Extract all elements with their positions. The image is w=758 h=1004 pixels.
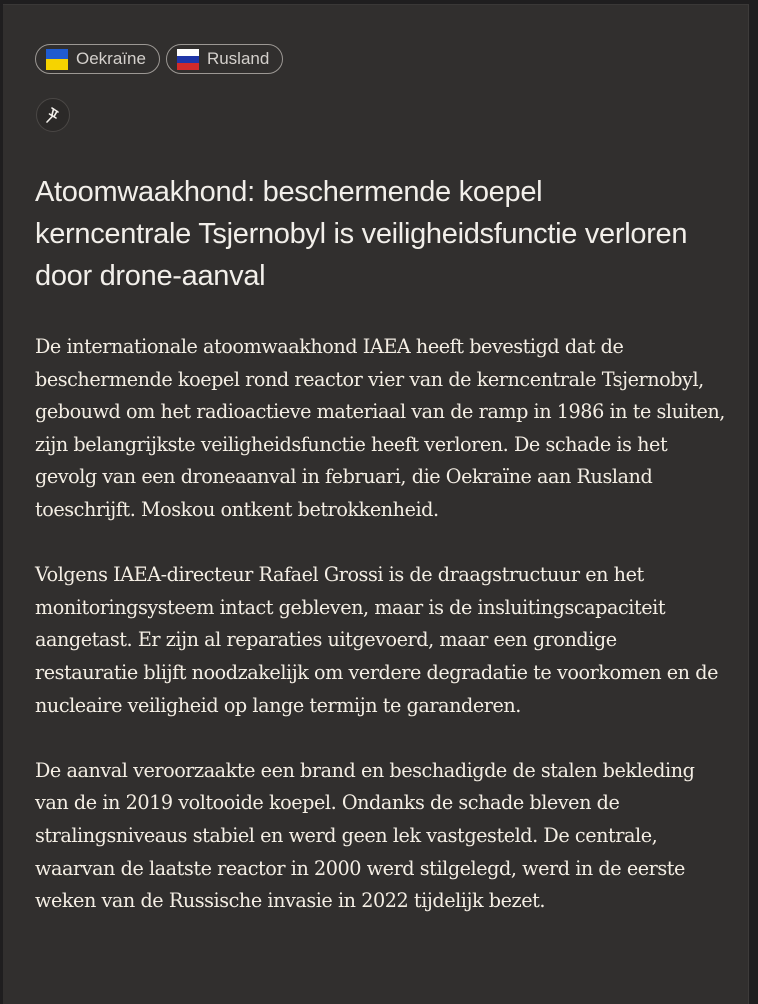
pin-button[interactable] — [36, 98, 70, 132]
article-body — [35, 331, 725, 950]
tag-list — [35, 44, 283, 74]
tag-ukraine[interactable] — [35, 44, 160, 74]
article-card — [3, 4, 749, 1004]
article-paragraph: De internationale atoomwaakhond IAEA heeft bevestigd dat de beschermende koepel rond reactor vier van de kerncentrale Tsjernobyl, gebouwd om het radioactieve materiaal van de ramp in 1986 in te sluiten, zijn belangrijkste veiligheidsfunctie heeft verloren. De schade is het gevolg van een droneaanval in februari, die Oekraïne aan Rusland toeschrijft. Moskou ontkent betrokkenheid. — [35, 335, 725, 521]
ukraine-flag-icon — [46, 49, 68, 70]
tag-label: Rusland — [206, 49, 270, 68]
article-paragraph: De aanval veroorzaakte een brand en beschadigde de stalen bekleding van de in 2019 voltooide koepel. Ondanks de schade bleven de stralingsniveaus stabiel en werd geen lek vastgesteld. De centrale, waarvan de laatste reactor in 2000 werd stilgelegd, werd in de eerste weken van de Russische invasie in 2022 tijdelijk bezet. — [35, 758, 695, 913]
article-paragraph: Volgens IAEA-directeur Rafael Grossi is de draagstructuur en het monitoringsysteem intact gebleven, maar is de insluitingscapaciteit aangetast. Er zijn al reparaties uitgevoerd, maar een grondige restauratie blijft noodzakelijk om verdere degradatie te voorkomen en de nucleaire veiligheid op lange termijn te garanderen. — [35, 563, 718, 717]
tag-russia[interactable] — [166, 44, 283, 74]
russia-flag-icon — [177, 49, 199, 70]
tag-label: Oekraïne — [76, 49, 146, 68]
pin-icon — [44, 106, 62, 124]
article-title: Atoomwaakhond: beschermende koepel kerncentrale Tsjernobyl is veiligheidsfunctie verloren door drone-aanval — [35, 176, 688, 292]
